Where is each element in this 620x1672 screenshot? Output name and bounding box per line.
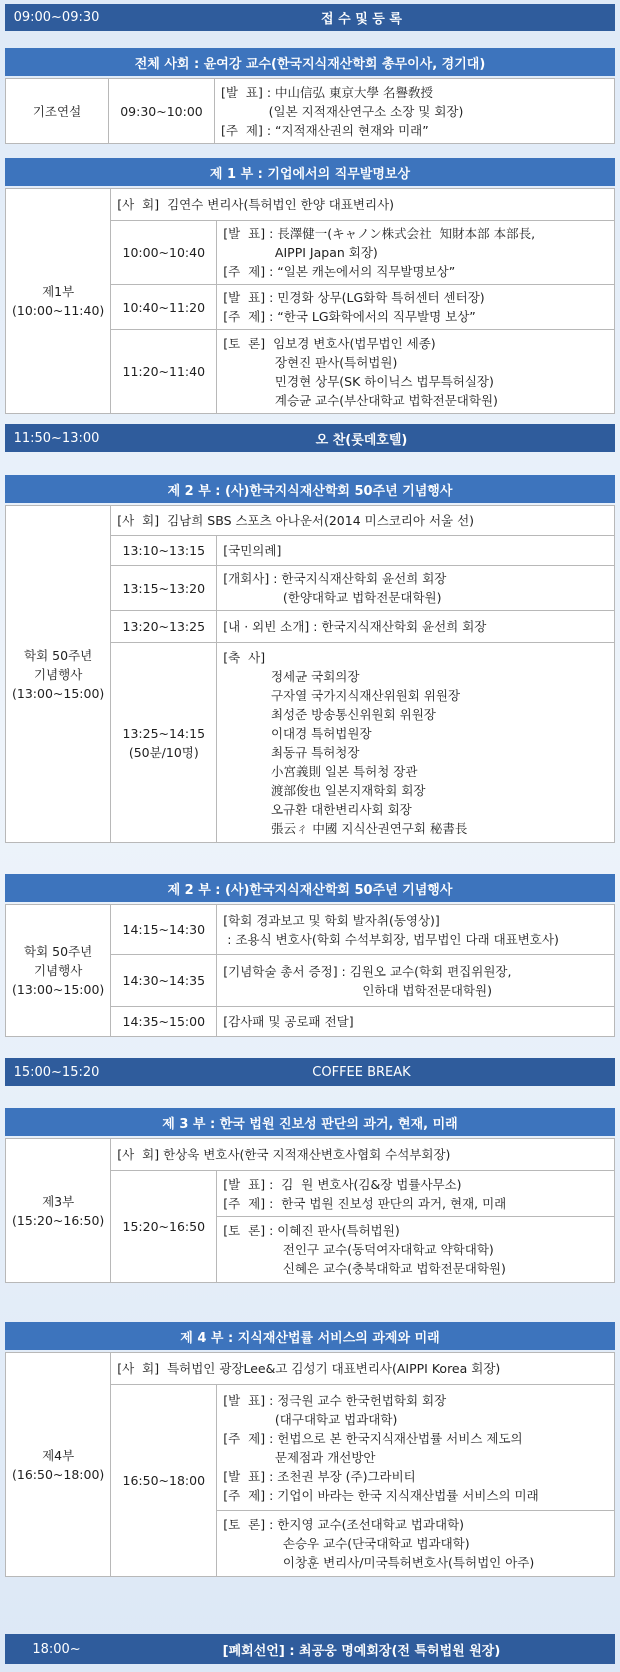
coffee-break-bar bbox=[5, 1058, 615, 1086]
mc-text: [사 회] 한상욱 변호사(한국 지적재산변호사협회 수석부회장) bbox=[117, 1147, 451, 1162]
text-line: [주 제] : 헌법으로 본 한국지식재산법률 서비스 제도의 bbox=[223, 1430, 523, 1446]
text-line: (일본 지적재산연구소 소장 및 회장) bbox=[221, 103, 464, 119]
text-line: (대구대학교 법과대학) bbox=[223, 1411, 398, 1427]
part3-table bbox=[5, 1138, 615, 1283]
label-line: (13:00~15:00) bbox=[12, 685, 105, 701]
content-cell bbox=[217, 611, 615, 643]
bar-title: 접 수 및 등 록 bbox=[321, 12, 402, 27]
text-line: [토 론] : 이혜진 판사(특허법원) bbox=[223, 1223, 400, 1238]
label-line: 제4부 bbox=[42, 1447, 75, 1463]
text-line: [개회사] : 한국지식재산학회 윤선희 회장 bbox=[223, 571, 447, 586]
time-cell: 13:10~13:15 bbox=[111, 536, 217, 566]
bar-title: 제 3 부 : 한국 법원 진보성 판단의 과거, 현재, 미래 bbox=[162, 1116, 458, 1132]
text-line: [기념학술 총서 증정] : 김원오 교수(학회 편집위원장, bbox=[223, 963, 512, 979]
text-line: [주 제] : “일본 캐논에서의 직무발명보상” bbox=[223, 264, 456, 279]
content-cell bbox=[217, 285, 615, 330]
text-line: [발 표] : 정극원 교수 한국헌법학회 회장 bbox=[223, 1392, 447, 1408]
text-line: (한양대학교 법학전문대학원) bbox=[223, 590, 442, 605]
label-line: 제1부 bbox=[42, 284, 75, 299]
text-line: 小宮義則 일본 특허청 장관 bbox=[223, 763, 418, 779]
text-line: 손승우 교수(단국대학교 법과대학) bbox=[223, 1536, 470, 1551]
text-line: [발 표] : 조천권 부장 (주)그라비티 bbox=[223, 1468, 416, 1484]
mc-cell bbox=[111, 1353, 615, 1385]
text-line: [주 제] : 한국 법원 진보성 판단의 과거, 현재, 미래 bbox=[223, 1195, 507, 1211]
label-line: (13:00~15:00) bbox=[12, 982, 105, 997]
bar-title: 전체 사회 : 윤여강 교수(한국지식재산학회 총무이사, 경기대) bbox=[134, 56, 486, 72]
text-line: [발 표] : 민경화 상무(LG화학 특허센터 센터장) bbox=[223, 290, 485, 305]
time-cell: 15:20~16:50 bbox=[111, 1171, 217, 1283]
mc-cell bbox=[111, 506, 615, 536]
text-line: [토 론] : 한지영 교수(조선대학교 법과대학) bbox=[223, 1517, 465, 1532]
mc-text: [사 회] 특허법인 광장Lee&고 김성기 대표변리사(AIPPI Korea 회장) bbox=[117, 1361, 501, 1376]
text-line: 구자열 국가지식재산위원회 위원장 bbox=[223, 687, 461, 703]
section-label bbox=[6, 189, 111, 414]
part4-table bbox=[5, 1352, 615, 1577]
part2a-table bbox=[5, 505, 615, 843]
time-cell: 10:40~11:20 bbox=[111, 285, 217, 330]
text-line: 인하대 법학전문대학원) bbox=[223, 982, 492, 998]
time-cell: 16:50~18:00 bbox=[111, 1385, 217, 1577]
text-line: 최성준 방송통신위원회 위원장 bbox=[223, 706, 436, 722]
section-label: 기조연설 bbox=[6, 79, 109, 144]
text-line: [학회 경과보고 및 학회 발자취(동영상)] bbox=[223, 912, 440, 928]
label-line: (16:50~18:00) bbox=[12, 1466, 105, 1482]
text-line: 전인구 교수(동덕여자대학교 약학대학) bbox=[223, 1242, 494, 1257]
text-line: 계승균 교수(부산대학교 법학전문대학원) bbox=[223, 392, 498, 408]
content-cell bbox=[217, 536, 615, 566]
text-line: [주 제] : 기업이 바라는 한국 지식재산법률 서비스의 미래 bbox=[223, 1487, 539, 1503]
label-line: 학회 50주년 bbox=[24, 944, 93, 959]
bar-title: COFFEE BREAK bbox=[312, 1064, 411, 1080]
part2b-table bbox=[5, 904, 615, 1037]
time-cell: 13:20~13:25 bbox=[111, 611, 217, 643]
content-cell bbox=[217, 1007, 615, 1037]
text-line: : 조용식 변호사(학회 수석부회장, 법무법인 다래 대표변호사) bbox=[223, 931, 559, 947]
keynote-table bbox=[5, 78, 615, 144]
text-line: [내 · 외빈 소개] : 한국지식재산학회 윤선희 회장 bbox=[223, 619, 487, 634]
content-cell bbox=[217, 1217, 615, 1283]
mc-text: [사 회] 김연수 변리사(특허법인 한양 대표변리사) bbox=[117, 197, 395, 212]
text-line: 이창훈 변리사/미국특허변호사(특허법인 아주) bbox=[223, 1555, 535, 1570]
bar-title: 오 찬(롯데호텔) bbox=[315, 432, 408, 448]
content-cell bbox=[217, 1511, 615, 1577]
bar-title: 제 2 부 : (사)한국지식재산학회 50주년 기념행사 bbox=[167, 483, 453, 499]
section-label bbox=[6, 1139, 111, 1283]
time-cell: 13:15~13:20 bbox=[111, 566, 217, 611]
text-line: 문제점과 개선방안 bbox=[223, 1449, 376, 1465]
mc-text: [사 회] 김남희 SBS 스포츠 아나운서(2014 미스코리아 서울 선) bbox=[117, 513, 475, 528]
part2b-header bbox=[5, 874, 615, 902]
bar-title: [폐회선언] : 최공웅 명예회장(전 특허법원 원장) bbox=[222, 1643, 501, 1659]
content-cell bbox=[217, 330, 615, 414]
text-line: AIPPI Japan 회장) bbox=[223, 245, 378, 260]
section-label bbox=[6, 1353, 111, 1577]
time-label: 11:50~13:00 bbox=[13, 430, 100, 446]
text-line: 張云ㄔ 中國 지식산권연구회 秘書長 bbox=[223, 820, 468, 836]
label-line: (15:20~16:50) bbox=[12, 1212, 105, 1228]
part1-header bbox=[5, 158, 615, 186]
label-line: 제3부 bbox=[42, 1193, 75, 1209]
overall-host-bar bbox=[5, 48, 615, 76]
time-cell: 14:30~14:35 bbox=[111, 955, 217, 1007]
time-label: 15:00~15:20 bbox=[13, 1064, 100, 1080]
text-line: [토 론] 임보경 변호사(법무법인 세종) bbox=[223, 335, 436, 351]
text-line: [발 표] : 김 원 변호사(김&장 법률사무소) bbox=[223, 1176, 462, 1192]
registration-bar bbox=[5, 4, 615, 31]
text-line: 장현진 판사(특허법원) bbox=[223, 354, 398, 370]
content-cell bbox=[215, 79, 615, 144]
label-line: 학회 50주년 bbox=[24, 647, 93, 663]
text-line: [발 표] : 中山信弘 東京大學 名譽敎授 bbox=[221, 84, 433, 100]
part1-table bbox=[5, 188, 615, 414]
text-line: [발 표] : 長澤健一(キャノン株式会社 知財本部 本部長, bbox=[223, 226, 536, 241]
text-line: 신혜은 교수(충북대학교 법학전문대학원) bbox=[223, 1261, 506, 1276]
time-cell: 10:00~10:40 bbox=[111, 221, 217, 285]
part4-header bbox=[5, 1322, 615, 1350]
text-line: 민경현 상무(SK 하이닉스 법무특허실장) bbox=[223, 373, 494, 389]
part2a-header bbox=[5, 475, 615, 503]
mc-cell bbox=[111, 189, 615, 221]
label-line: 기념행사 bbox=[33, 963, 83, 978]
content-cell bbox=[217, 643, 615, 843]
section-label bbox=[6, 506, 111, 843]
text-line: 이대경 특허법원장 bbox=[223, 725, 372, 741]
section-label bbox=[6, 905, 111, 1037]
lunch-bar bbox=[5, 424, 615, 452]
bar-title: 제 4 부 : 지식재산법률 서비스의 과제와 미래 bbox=[180, 1330, 440, 1346]
text-line: [감사패 및 공로패 전달] bbox=[223, 1014, 354, 1029]
text-line: 정세균 국회의장 bbox=[223, 668, 360, 684]
content-cell bbox=[217, 1171, 615, 1217]
mc-cell bbox=[111, 1139, 615, 1171]
text-line: 최동규 특허청장 bbox=[223, 744, 360, 760]
bar-title: 제 1 부 : 기업에서의 직무발명보상 bbox=[209, 166, 411, 182]
time-label: 18:00~ bbox=[32, 1641, 81, 1657]
time-cell: 09:30~10:00 bbox=[109, 79, 215, 144]
text-line: [주 제] : “지적재산권의 현재와 미래” bbox=[221, 122, 429, 138]
part3-header bbox=[5, 1108, 615, 1136]
text-line: [축 사] bbox=[223, 649, 266, 665]
content-cell bbox=[217, 905, 615, 955]
content-cell bbox=[217, 221, 615, 285]
text-line: 오규환 대한변리사회 회장 bbox=[223, 801, 412, 817]
bar-title: 제 2 부 : (사)한국지식재산학회 50주년 기념행사 bbox=[167, 882, 453, 898]
time-cell: 14:15~14:30 bbox=[111, 905, 217, 955]
content-cell bbox=[217, 566, 615, 611]
text-line: [주 제] : “한국 LG화학에서의 직무발명 보상” bbox=[223, 309, 476, 324]
content-cell bbox=[217, 1385, 615, 1511]
closing-bar bbox=[5, 1634, 615, 1664]
label-line: (10:00~11:40) bbox=[12, 303, 105, 318]
label-line: 기념행사 bbox=[33, 666, 83, 682]
time-label: 09:00~09:30 bbox=[13, 10, 100, 25]
time-cell: 11:20~11:40 bbox=[111, 330, 217, 414]
time-cell: 13:25~14:15 (50분/10명) bbox=[111, 643, 217, 843]
time-cell: 14:35~15:00 bbox=[111, 1007, 217, 1037]
text-line: 渡部俊也 일본지재학회 회장 bbox=[223, 782, 426, 798]
content-cell bbox=[217, 955, 615, 1007]
text-line: [국민의례] bbox=[223, 543, 282, 558]
